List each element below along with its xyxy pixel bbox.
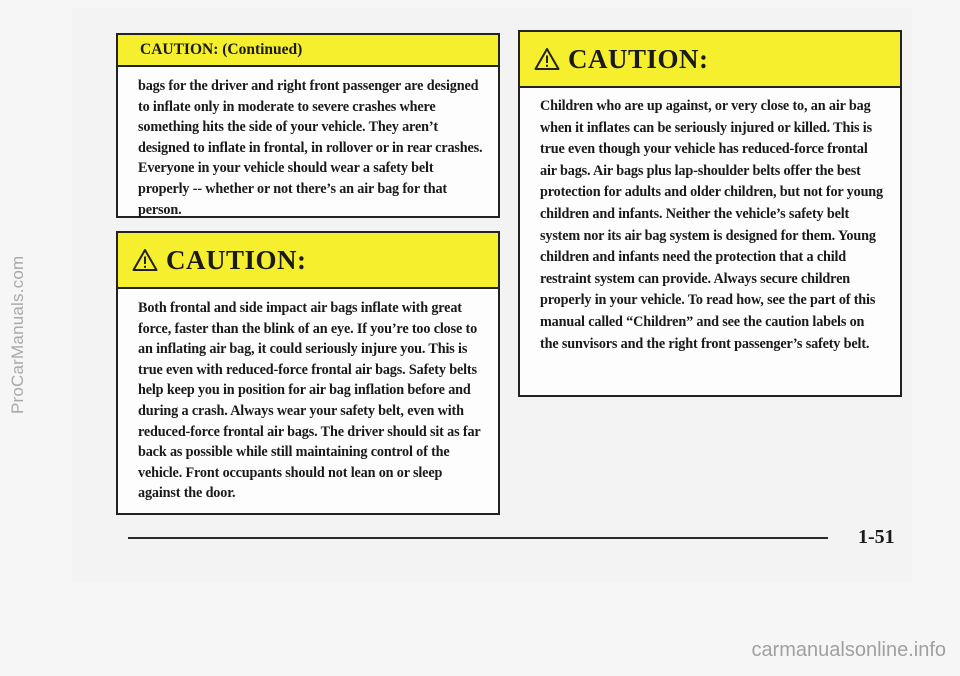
caution-continued-title: CAUTION: (Continued) xyxy=(140,41,303,58)
footer-rule xyxy=(128,537,828,539)
caution-airbag-force-title: CAUTION: xyxy=(166,244,307,275)
caution-children-box xyxy=(518,30,902,397)
caution-children-text: Children who are up against, or very close to, an air bag when it inflates can be seriously injured or killed. This is true even though your vehicle has reduced-force frontal air bags. Air bags plus lap-shoulder belts offer the best protection for adults and older children, but not for young children and infants. Neither the vehicle’s safety belt system nor its air bag system is designed for them. Young children and infants need the protection that a child restraint system can provide. Always secure children properly in your vehicle. To read how, see the part of this manual called “Children” and see the caution labels on the sunvisors and the right front passenger’s safety belt. xyxy=(540,98,883,352)
side-watermark: ProCarManuals.com xyxy=(8,255,27,415)
warning-triangle-icon xyxy=(132,248,158,272)
caution-children-title: CAUTION: xyxy=(568,43,709,74)
caution-continued-box xyxy=(116,33,500,218)
footer-watermark: carmanualsonline.info xyxy=(751,639,946,661)
caution-airbag-force-box xyxy=(116,231,500,515)
caution-children-header xyxy=(520,32,900,88)
caution-airbag-force-header xyxy=(118,233,498,289)
caution-airbag-force-text: Both frontal and side impact air bags inflate with great force, faster than the blink of an eye. If you’re too close to an inflating air bag, it could seriously injure you. This is true even with reduced-force frontal air bags. Safety belts help keep you in position for air bag inflation before and during a crash. Always wear your safety belt, even with reduced-force frontal air bags. The driver should sit as far back as possible while still maintaining control of the vehicle. Front occupants should not lean on or sleep against the door. xyxy=(138,300,481,502)
caution-continued-text: bags for the driver and right front passenger are designed to inflate only in moderate to severe crashes where something hits the side of your vehicle. They aren’t designed to inflate in frontal, in rollover or in rear crashes. Everyone in your vehicle should wear a safety belt properly -- whether or not there’s an air bag for that person. xyxy=(138,78,483,218)
page-number: 1-51 xyxy=(858,526,895,548)
warning-triangle-icon xyxy=(534,47,560,71)
caution-continued-header xyxy=(118,35,498,67)
